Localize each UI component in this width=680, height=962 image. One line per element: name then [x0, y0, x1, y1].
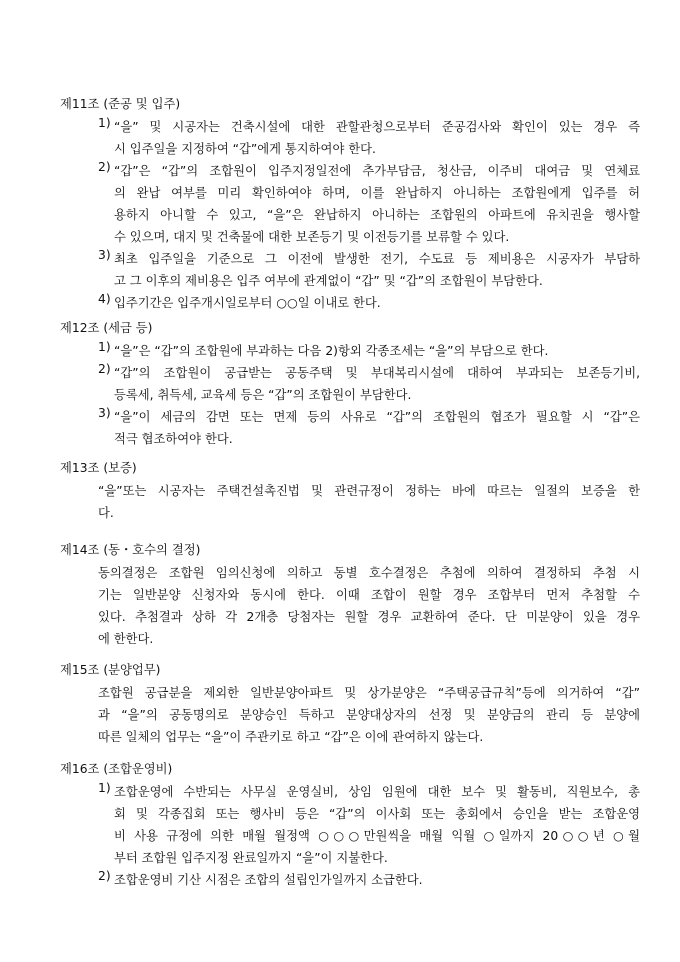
clause-number: 2)	[98, 160, 111, 174]
clause-line: 용하지 아니할 수 있고, “을”은 완납하지 아니하는 조합원의 아파트에 유치권을 행사할	[114, 208, 640, 222]
clause-item	[60, 340, 640, 362]
clause-line: “을”이 세금의 감면 또는 면제 등의 사유로 “갑”의 조합원의 협조가 필요할 시 “갑”은	[114, 410, 640, 424]
clause-item	[60, 116, 640, 160]
body-line: 기는 일반분양 신청자와 동시에 한다. 이때 조합이 원할 경우 조합부터 먼저 추첨할 수	[98, 588, 640, 602]
clause-item	[60, 406, 640, 450]
clause-line: “을” 및 시공자는 건축시설에 대한 관할관청으로부터 준공검사와 확인이 있는 경우 즉	[114, 120, 640, 134]
article-11	[60, 92, 640, 314]
clause-number: 1)	[98, 340, 111, 354]
clause-line: “을”은 “갑”의 조합원에 부과하는 다음 2)항외 각종조세는 “을”의 부담으로 한다.	[114, 344, 549, 358]
clause-item	[60, 248, 640, 292]
body-line: 과 “을”의 공동명의로 분양승인 득하고 분양대상자의 선정 및 분양금의 관리 등 분양에	[98, 708, 640, 722]
clause-line: 시 입주일을 지정하여 “갑”에게 통지하여야 한다.	[114, 142, 376, 156]
clause-line: 조합운영비 기산 시점은 조합의 설립인가일까지 소급한다.	[114, 873, 423, 887]
clause-item	[60, 160, 640, 248]
body-line: 따른 일체의 업무는 “을”이 주관키로 하고 “갑”은 이에 관여하지 않는다.	[98, 730, 484, 744]
article-body	[60, 682, 640, 748]
clause-line: 적극 협조하여야 한다.	[114, 432, 233, 446]
clause-number: 1)	[98, 781, 111, 795]
article-title: 제12조 (세금 등)	[60, 321, 153, 335]
article-14	[60, 538, 640, 650]
clause-number: 2)	[98, 869, 111, 883]
clause-number: 4)	[98, 292, 111, 306]
article-title: 제14조 (동・호수의 결정)	[60, 543, 201, 557]
clause-line: 수 있으며, 대지 및 건축물에 대한 보존등기 및 이전등기를 보류할 수 있다.	[114, 230, 510, 244]
article-13	[60, 456, 640, 524]
clause-line: 의 완납 여부를 미리 확인하여야 하며, 이를 완납하지 아니하는 조합원에게 입주를 허	[114, 186, 640, 200]
clause-line: 비 사용 규정에 의한 매월 월정액 ○○○만원씩을 매월 익월 ○일까지 20○○년 ○월	[114, 829, 640, 843]
body-line: 있다. 추첨결과 상하 각 2개층 당첨자는 원할 경우 교환하여 준다. 단 미분양이 있을 경우	[98, 610, 640, 624]
clause-number: 3)	[98, 406, 111, 420]
body-line: “을”또는 시공자는 주택건설촉진법 및 관련규정이 정하는 바에 따르는 일절의 보증을 한	[98, 484, 640, 498]
clause-item	[60, 869, 640, 891]
article-12	[60, 316, 640, 450]
article-title: 제11조 (준공 및 입주)	[60, 97, 181, 111]
clause-line: 입주기간은 입주개시일로부터 ○○일 이내로 한다.	[114, 296, 381, 310]
clause-number: 1)	[98, 116, 111, 130]
clause-line: 회 및 각종집회 또는 행사비 등은 “갑”의 이사회 또는 총회에서 승인을 받는 조합운영	[114, 807, 640, 821]
article-16	[60, 757, 640, 891]
clause-line: “갑”은 “갑”의 조합원이 입주지정일전에 추가부담금, 청산금, 이주비 대여금 및 연체료	[114, 164, 640, 178]
article-body	[60, 480, 640, 524]
article-title: 제16조 (조합운영비)	[60, 762, 173, 776]
clause-number: 2)	[98, 362, 111, 376]
clause-line: 고 그 이후의 제비용은 입주 여부에 관계없이 “갑” 및 “갑”의 조합원이 부담한다.	[114, 274, 543, 288]
clause-line: “갑”의 조합원이 공급받는 공동주택 및 부대복리시설에 대하여 부과되는 보존등기비,	[114, 366, 640, 380]
clause-item	[60, 781, 640, 869]
body-line: 동의결정은 조합원 임의신청에 의하고 동별 호수결정은 추첨에 의하여 결정하되 추첨 시	[98, 566, 640, 580]
clause-number: 3)	[98, 248, 111, 262]
clause-item	[60, 292, 640, 314]
clause-item	[60, 362, 640, 406]
clause-line: 부터 조합원 입주지정 완료일까지 “을”이 지불한다.	[114, 851, 388, 865]
article-title: 제13조 (보증)	[60, 461, 137, 475]
clause-line: 조합운영에 수반되는 사무실 운영실비, 상임 임원에 대한 보수 및 활동비, 직원보수, 총	[114, 785, 640, 799]
article-15	[60, 658, 640, 748]
clause-line: 최초 입주일을 기준으로 그 이전에 발생한 전기, 수도료 등 제비용은 시공자가 부담하	[114, 252, 640, 266]
body-line: 다.	[98, 506, 114, 520]
clause-line: 등록세, 취득세, 교육세 등은 “갑”의 조합원이 부담한다.	[114, 388, 412, 402]
body-line: 에 한한다.	[98, 632, 154, 646]
article-title: 제15조 (분양업무)	[60, 663, 161, 677]
article-body	[60, 562, 640, 650]
body-line: 조합원 공급분을 제외한 일반분양아파트 및 상가분양은 “주택공급규칙”등에 의거하여 “갑”	[98, 686, 640, 700]
